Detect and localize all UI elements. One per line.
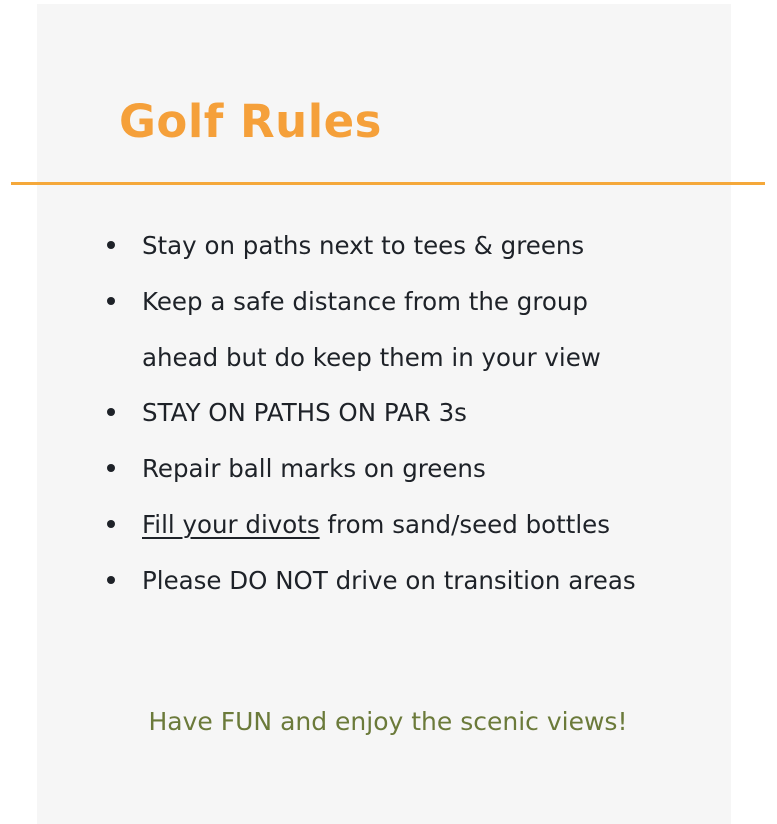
page-title: Golf Rules [119,95,382,148]
list-item [142,385,742,441]
list-item [142,441,742,497]
title-divider [11,182,765,185]
rule-text [142,497,742,553]
rule-text: Keep a safe distance from the group [142,286,588,316]
bullet-icon [107,297,115,305]
rule-text: STAY ON PATHS ON PAR 3s [142,398,467,428]
list-item [142,218,742,274]
rule-text: Stay on paths next to tees & greens [142,231,585,260]
fill-divots-underlined-text: Fill your divots [142,509,320,539]
bullet-icon [107,576,115,584]
bullet-icon [107,520,115,528]
list-item [142,497,742,553]
list-item [142,274,742,386]
list-item [142,553,742,609]
footer-message: Have FUN and enjoy the scenic views! [148,707,628,736]
rule-text-continuation: ahead but do keep them in your view [142,342,601,372]
rules-list [142,218,742,609]
rule-text: Repair ball marks on greens [142,454,486,484]
rule-text-rest: from sand/seed bottles [319,509,610,539]
bullet-icon [107,241,115,249]
rule-text: Please DO NOT drive on transition areas [142,565,636,595]
